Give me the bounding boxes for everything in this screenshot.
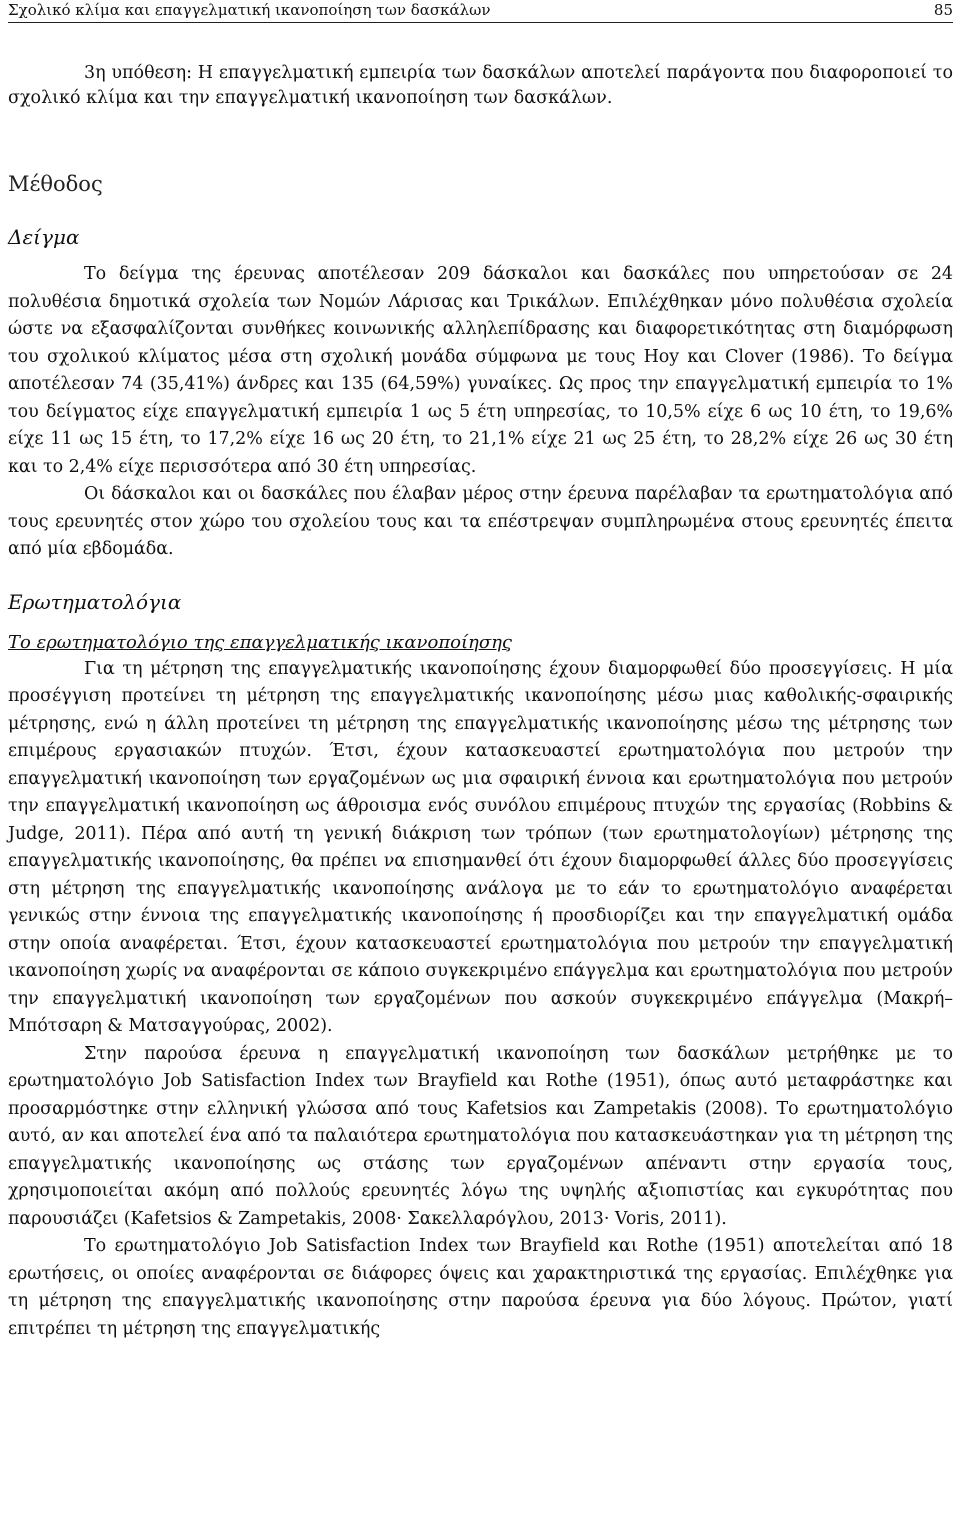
sample-paragraph-2: Οι δάσκαλοι και οι δασκάλες που έλαβαν μέρος στην έρευνα παρέλαβαν τα ερωτηματολόγια από τους ερευνητές στον χώρο του σχολείου τους και τα επέστρεψαν συμπληρωμένα στους ερευνητές έπειτα από μία εβδομάδα.: [8, 484, 953, 559]
questionnaire-heading: Ερωτηματολόγια: [8, 589, 182, 614]
page-number: 85: [933, 1, 953, 19]
running-header-title: Σχολικό κλίμα και επαγγελματική ικανοποίηση των δασκάλων: [8, 1, 491, 19]
subsection-heading: Το ερωτηματολόγιο της επαγγελματικής ικανοποίησης: [8, 631, 512, 653]
hypothesis-paragraph: 3η υπόθεση: Η επαγγελματική εμπειρία των δασκάλων αποτελεί παράγοντα που διαφοροποιεί το σχολικό κλίμα και την επαγγελματική ικανοποίηση των δασκάλων.: [8, 63, 953, 108]
questionnaire-paragraph-3: Το ερωτηματολόγιο Job Satisfaction Index των Brayfield και Rothe (1951) αποτελείται από 18 ερωτήσεις, οι οποίες αναφέρονται σε διάφορες όψεις και χαρακτηριστικά της εργασίας. Επιλέχθηκε για τη μέτρηση της επαγγελματικής ικανοποίησης στην παρούσα έρευνα για δύο λόγους. Πρώτον, γιατί επιτρέπει τη μέτρηση της επαγγελματικής: [8, 1236, 953, 1339]
method-heading: Μέθοδος: [8, 172, 103, 196]
document-page: [8, 0, 953, 1343]
running-header: [8, 0, 953, 23]
questionnaire-paragraph-1: Για τη μέτρηση της επαγγελματικής ικανοποίησης έχουν διαμορφωθεί δύο προσεγγίσεις. Η μία προσέγγιση προτείνει τη μέτρηση της επαγγελματικής ικανοποίησης μέσω μιας καθολικής-σφαιρικής μέτρησης, ενώ η άλλη προτείνει τη μέτρηση της επαγγελματικής ικανοποίησης μέσω της μέτρησης των επιμέρους εργασιακών πτυχών. Έτσι, έχουν κατασκευαστεί ερωτηματολόγια που μετρούν την επαγγελματική ικανοποίηση των εργαζομένων ως μια σφαιρική έννοια και ερωτηματολόγια που μετρούν την επαγγελματική ικανοποίηση ως άθροισμα ενός συνόλου επιμέρους πτυχών της εργασίας (Robbins & Judge, 2011). Πέρα από αυτή τη γενική διάκριση των τρόπων (των ερωτηματολογίων) μέτρησης της επαγγελματικής ικανοποίησης, θα πρέπει να επισημανθεί ότι έχουν διαμορφωθεί άλλες δύο προσεγγίσεις στη μέτρηση της επαγγελματικής ικανοποίησης ανάλογα με το εάν το ερωτηματολόγιο αναφέρεται γενικώς στην έννοια της επαγγελματικής ικανοποίησης ή προσδιορίζει και την επαγγελματική ομάδα στην οποία αναφέρεται. Έτσι, έχουν κατασκευαστεί ερωτηματολόγια που μετρούν την επαγγελματική ικανοποίηση χωρίς να αναφέρονται σε κάποιο συγκεκριμένο επάγγελμα και ερωτηματολόγια που μετρούν την επαγγελματική ικανοποίηση των εργαζομένων που ασκούν συγκεκριμένο επάγγελμα (Μακρή–Μπότσαρη & Ματσαγγούρας, 2002).: [8, 658, 953, 1036]
sample-heading: Δείγμα: [8, 225, 80, 249]
questionnaire-paragraph-2: Στην παρούσα έρευνα η επαγγελματική ικανοποίηση των δασκάλων μετρήθηκε με το ερωτηματολόγιο Job Satisfaction Index των Brayfield και Rothe (1951), όπως αυτό μεταφράστηκε και προσαρμόστηκε στην ελληνική γλώσσα από τους Kafetsios και Zampetakis (2008). Το ερωτηματολόγιο αυτό, αν και αποτελεί ένα από τα παλαιότερα ερωτηματολόγια που κατασκευάστηκαν για τη μέτρηση της επαγγελματικής ικανοποίησης ως στάσης των εργαζομένων απέναντι στην εργασία τους, χρησιμοποιείται ακόμη από πολλούς ερευνητές λόγω της υψηλής αξιοπιστίας και εγκυρότητας που παρουσιάζει (Kafetsios & Zampetakis, 2008· Σακελλαρόγλου, 2013· Voris, 2011).: [8, 1043, 953, 1229]
sample-paragraph-1: Το δείγμα της έρευνας αποτέλεσαν 209 δάσκαλοι και δασκάλες που υπηρετούσαν σε 24 πολυθέσια δημοτικά σχολεία των Νομών Λάρισας και Τρικάλων. Επιλέχθηκαν μόνο πολυθέσια σχολεία ώστε να εξασφαλίζονται συνθήκες κοινωνικής αλληλεπίδρασης και διαφορετικότητας στη διαμόρφωση του σχολικού κλίματος μέσα στη σχολική μονάδα σύμφωνα με τους Hoy και Clover (1986). Το δείγμα αποτέλεσαν 74 (35,41%) άνδρες και 135 (64,59%) γυναίκες. Ως προς την επαγγελματική εμπειρία το 1% του δείγματος είχε επαγγελματική εμπειρία 1 ως 5 έτη υπηρεσίας, το 10,5% είχε 6 ως 10 έτη, το 19,6% είχε 11 ως 15 έτη, το 17,2% είχε 16 ως 20 έτη, το 21,1% είχε 21 ως 25 έτη, το 28,2% είχε 26 ως 30 έτη και το 2,4% είχε περισσότερα από 30 έτη υπηρεσίας.: [8, 264, 953, 477]
